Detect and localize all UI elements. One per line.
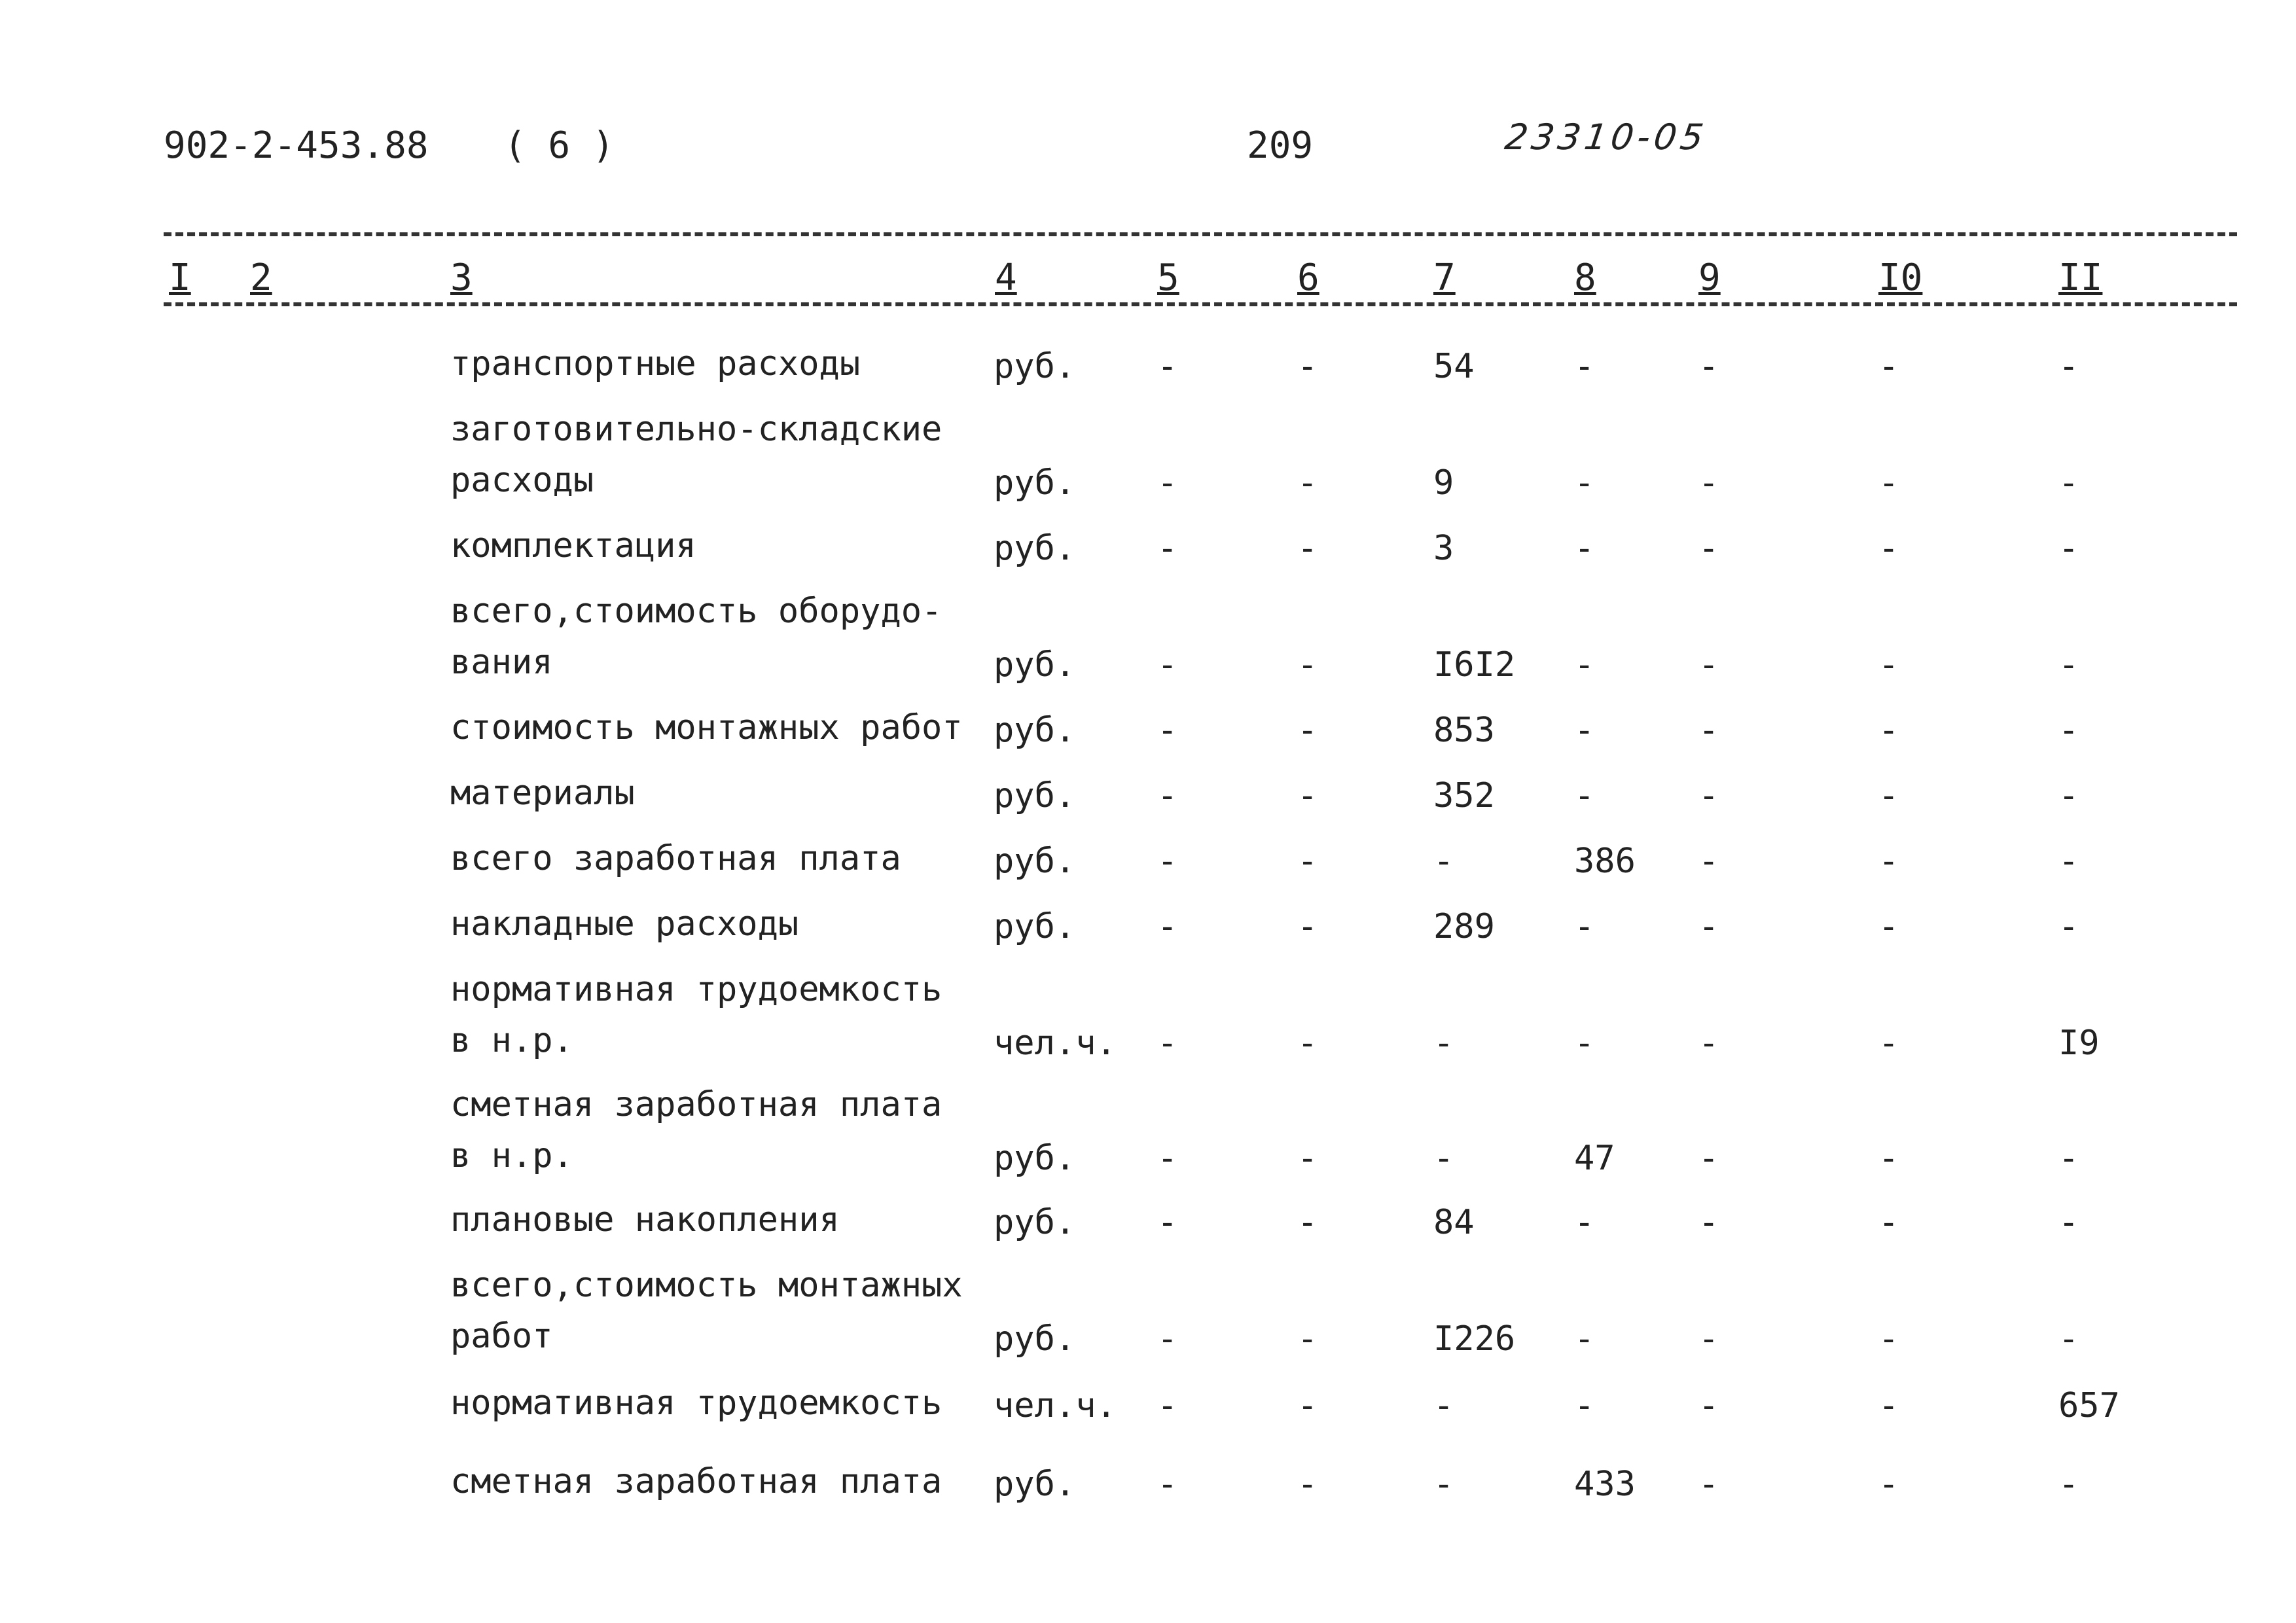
value-cell-c11: - bbox=[2058, 907, 2079, 946]
col-number-3: 3 bbox=[450, 257, 473, 299]
value-cell-c8: 386 bbox=[1574, 842, 1636, 881]
value-cell-c7: 3 bbox=[1433, 529, 1454, 568]
value-cell-c9: - bbox=[1698, 776, 1719, 815]
value-cell-c7: 853 bbox=[1433, 711, 1495, 750]
value-cell-c9: - bbox=[1698, 1203, 1719, 1242]
page-number: 209 bbox=[1247, 124, 1314, 167]
value-cell-c6: - bbox=[1297, 347, 1318, 386]
row-description bbox=[450, 1456, 942, 1507]
col-number-6: 6 bbox=[1297, 257, 1319, 299]
value-cell-c10: - bbox=[1878, 1203, 1899, 1242]
value-cell-c8: - bbox=[1574, 1024, 1595, 1063]
value-cell-c7: - bbox=[1433, 842, 1454, 881]
col-number-4: 4 bbox=[995, 257, 1017, 299]
value-cell-c6: - bbox=[1297, 1024, 1318, 1063]
value-cell-c10: - bbox=[1878, 1386, 1899, 1425]
value-cell-c7: 84 bbox=[1433, 1203, 1475, 1242]
unit-cell: руб. bbox=[994, 347, 1076, 386]
header-divider-bottom bbox=[164, 302, 2237, 306]
value-cell-c10: - bbox=[1878, 1319, 1899, 1359]
value-cell-c9: - bbox=[1698, 1024, 1719, 1063]
value-cell-c9: - bbox=[1698, 1465, 1719, 1504]
unit-cell: руб. bbox=[994, 1139, 1076, 1178]
value-cell-c5: - bbox=[1157, 347, 1178, 386]
row-description bbox=[450, 338, 860, 389]
value-cell-c7: I226 bbox=[1433, 1319, 1516, 1359]
value-cell-c5: - bbox=[1157, 776, 1178, 815]
value-cell-c10: - bbox=[1878, 529, 1899, 568]
row-description-line: работ bbox=[450, 1317, 553, 1356]
col-number-8: 8 bbox=[1574, 257, 1596, 299]
value-cell-c11: - bbox=[2058, 776, 2079, 815]
row-description bbox=[450, 964, 942, 1066]
value-cell-c9: - bbox=[1698, 842, 1719, 881]
value-cell-c5: - bbox=[1157, 842, 1178, 881]
row-description-line: комплектация bbox=[450, 526, 696, 565]
value-cell-c8: - bbox=[1574, 907, 1595, 946]
value-cell-c10: - bbox=[1878, 1465, 1899, 1504]
row-description-line: всего заработная плата bbox=[450, 839, 901, 878]
value-cell-c10: - bbox=[1878, 907, 1899, 946]
value-cell-c6: - bbox=[1297, 1139, 1318, 1178]
value-cell-c11: - bbox=[2058, 1465, 2079, 1504]
unit-cell: руб. bbox=[994, 1203, 1076, 1242]
unit-cell: руб. bbox=[994, 907, 1076, 946]
value-cell-c5: - bbox=[1157, 645, 1178, 685]
value-cell-c8: - bbox=[1574, 1319, 1595, 1359]
row-description bbox=[450, 768, 635, 819]
value-cell-c7: 289 bbox=[1433, 907, 1495, 946]
value-cell-c5: - bbox=[1157, 711, 1178, 750]
unit-cell: руб. bbox=[994, 463, 1076, 503]
value-cell-c5: - bbox=[1157, 1319, 1178, 1359]
value-cell-c8: 47 bbox=[1574, 1139, 1615, 1178]
value-cell-c9: - bbox=[1698, 711, 1719, 750]
value-cell-c11: - bbox=[2058, 529, 2079, 568]
col-number-5: 5 bbox=[1157, 257, 1179, 299]
value-cell-c9: - bbox=[1698, 1319, 1719, 1359]
col-number-1: I bbox=[169, 257, 191, 299]
value-cell-c7: - bbox=[1433, 1024, 1454, 1063]
value-cell-c8: - bbox=[1574, 1386, 1595, 1425]
value-cell-c7: 54 bbox=[1433, 347, 1475, 386]
value-cell-c11: I9 bbox=[2058, 1024, 2100, 1063]
col-number-9: 9 bbox=[1698, 257, 1721, 299]
value-cell-c11: - bbox=[2058, 711, 2079, 750]
value-cell-c8: - bbox=[1574, 776, 1595, 815]
value-cell-c10: - bbox=[1878, 1139, 1899, 1178]
value-cell-c8: - bbox=[1574, 1203, 1595, 1242]
value-cell-c6: - bbox=[1297, 1203, 1318, 1242]
value-cell-c10: - bbox=[1878, 347, 1899, 386]
value-cell-c6: - bbox=[1297, 645, 1318, 685]
row-description-line: расходы bbox=[450, 461, 594, 500]
value-cell-c6: - bbox=[1297, 907, 1318, 946]
unit-cell: руб. bbox=[994, 776, 1076, 815]
value-cell-c11: - bbox=[2058, 347, 2079, 386]
value-cell-c6: - bbox=[1297, 463, 1318, 503]
value-cell-c11: - bbox=[2058, 1319, 2079, 1359]
value-cell-c11: - bbox=[2058, 1203, 2079, 1242]
unit-cell: чел.ч. bbox=[994, 1386, 1117, 1425]
value-cell-c11: - bbox=[2058, 1139, 2079, 1178]
value-cell-c6: - bbox=[1297, 842, 1318, 881]
value-cell-c9: - bbox=[1698, 645, 1719, 685]
row-description bbox=[450, 586, 942, 688]
row-description-line: нормативная трудоемкость bbox=[450, 970, 942, 1009]
unit-cell: руб. bbox=[994, 645, 1076, 685]
value-cell-c7: - bbox=[1433, 1139, 1454, 1178]
value-cell-c5: - bbox=[1157, 463, 1178, 503]
value-cell-c8: - bbox=[1574, 347, 1595, 386]
value-cell-c5: - bbox=[1157, 529, 1178, 568]
value-cell-c7: - bbox=[1433, 1386, 1454, 1425]
row-description bbox=[450, 1378, 942, 1429]
value-cell-c10: - bbox=[1878, 842, 1899, 881]
value-cell-c6: - bbox=[1297, 1319, 1318, 1359]
value-cell-c5: - bbox=[1157, 907, 1178, 946]
value-cell-c9: - bbox=[1698, 1386, 1719, 1425]
value-cell-c7: - bbox=[1433, 1465, 1454, 1504]
unit-cell: чел.ч. bbox=[994, 1024, 1117, 1063]
col-number-2: 2 bbox=[250, 257, 272, 299]
value-cell-c6: - bbox=[1297, 776, 1318, 815]
unit-cell: руб. bbox=[994, 529, 1076, 568]
value-cell-c10: - bbox=[1878, 1024, 1899, 1063]
row-description-line: в н.р. bbox=[450, 1136, 573, 1175]
row-description bbox=[450, 404, 942, 506]
row-description bbox=[450, 702, 963, 753]
value-cell-c11: - bbox=[2058, 463, 2079, 503]
row-description bbox=[450, 899, 798, 950]
value-cell-c6: - bbox=[1297, 1386, 1318, 1425]
value-cell-c9: - bbox=[1698, 347, 1719, 386]
value-cell-c7: 9 bbox=[1433, 463, 1454, 503]
unit-cell: руб. bbox=[994, 1465, 1076, 1504]
value-cell-c11: 657 bbox=[2058, 1386, 2120, 1425]
row-description bbox=[450, 833, 901, 884]
value-cell-c5: - bbox=[1157, 1139, 1178, 1178]
header-divider-top bbox=[164, 232, 2237, 236]
row-description-line: в н.р. bbox=[450, 1021, 573, 1060]
value-cell-c10: - bbox=[1878, 645, 1899, 685]
value-cell-c6: - bbox=[1297, 529, 1318, 568]
handwritten-stamp-number: 23310-05 bbox=[1502, 116, 1710, 158]
row-description-line: плановые накопления bbox=[450, 1200, 840, 1240]
row-description-line: материалы bbox=[450, 774, 635, 813]
col-number-10: I0 bbox=[1878, 257, 1923, 299]
value-cell-c7: I6I2 bbox=[1433, 645, 1516, 685]
value-cell-c8: 433 bbox=[1574, 1465, 1636, 1504]
value-cell-c9: - bbox=[1698, 529, 1719, 568]
unit-cell: руб. bbox=[994, 842, 1076, 881]
row-description bbox=[450, 1079, 942, 1181]
row-description-line: накладные расходы bbox=[450, 904, 799, 944]
col-number-11: II bbox=[2058, 257, 2103, 299]
col-number-7: 7 bbox=[1433, 257, 1456, 299]
value-cell-c9: - bbox=[1698, 907, 1719, 946]
row-description-line: нормативная трудоемкость bbox=[450, 1383, 942, 1423]
value-cell-c8: - bbox=[1574, 711, 1595, 750]
value-cell-c9: - bbox=[1698, 463, 1719, 503]
value-cell-c6: - bbox=[1297, 711, 1318, 750]
value-cell-c11: - bbox=[2058, 842, 2079, 881]
unit-cell: руб. bbox=[994, 711, 1076, 750]
value-cell-c10: - bbox=[1878, 711, 1899, 750]
sheet-number: ( 6 ) bbox=[504, 124, 615, 167]
row-description-line: заготовительно-складские bbox=[450, 410, 942, 449]
value-cell-c10: - bbox=[1878, 776, 1899, 815]
row-description bbox=[450, 1260, 963, 1362]
row-description bbox=[450, 1194, 840, 1245]
row-description-line: сметная заработная плата bbox=[450, 1462, 942, 1501]
row-description-line: стоимость монтажных работ bbox=[450, 708, 963, 747]
value-cell-c5: - bbox=[1157, 1024, 1178, 1063]
row-description-line: вания bbox=[450, 643, 553, 682]
value-cell-c8: - bbox=[1574, 463, 1595, 503]
value-cell-c5: - bbox=[1157, 1465, 1178, 1504]
value-cell-c7: 352 bbox=[1433, 776, 1495, 815]
row-description-line: всего,стоимость оборудо- bbox=[450, 592, 942, 631]
value-cell-c10: - bbox=[1878, 463, 1899, 503]
value-cell-c5: - bbox=[1157, 1203, 1178, 1242]
row-description-line: всего,стоимость монтажных bbox=[450, 1266, 963, 1305]
value-cell-c5: - bbox=[1157, 1386, 1178, 1425]
value-cell-c8: - bbox=[1574, 645, 1595, 685]
document-code: 902-2-453.88 bbox=[164, 124, 429, 167]
value-cell-c9: - bbox=[1698, 1139, 1719, 1178]
value-cell-c8: - bbox=[1574, 529, 1595, 568]
row-description-line: сметная заработная плата bbox=[450, 1085, 942, 1124]
unit-cell: руб. bbox=[994, 1319, 1076, 1359]
value-cell-c11: - bbox=[2058, 645, 2079, 685]
value-cell-c6: - bbox=[1297, 1465, 1318, 1504]
row-description-line: транспортные расходы bbox=[450, 344, 861, 383]
row-description bbox=[450, 520, 696, 571]
